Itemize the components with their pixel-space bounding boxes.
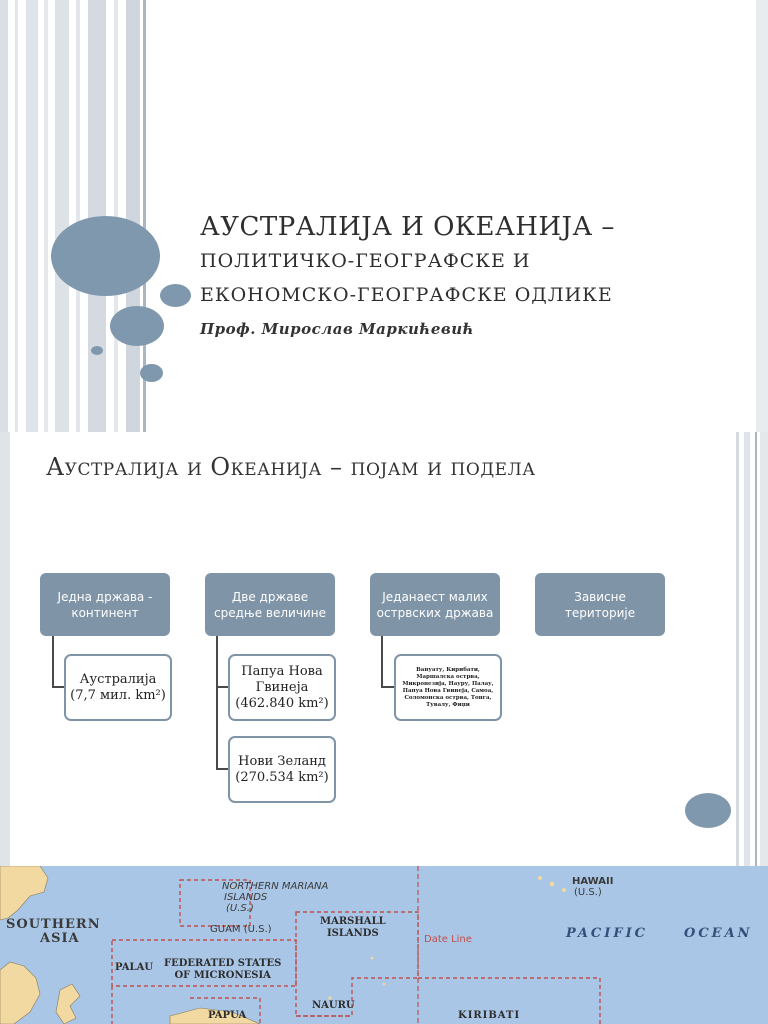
decor-circle-small [140, 364, 163, 382]
australia-box [64, 654, 172, 721]
label-fsm: FEDERATED STATES OF MICRONESIA [164, 958, 282, 981]
category-dependent-territories: Зависне територије [535, 573, 665, 636]
papua-new-guinea-box [228, 654, 336, 721]
label-kiribati: KIRIBATI [458, 1010, 521, 1021]
presentation-title [200, 210, 760, 312]
island [550, 882, 555, 887]
category-two-states: Две државе средње величине [205, 573, 335, 636]
label-ocean: OCEAN [684, 926, 753, 941]
nz-area: (270.534 km²) [235, 769, 329, 785]
decor-stripe [0, 432, 10, 866]
small-states-box: Вануату, Кирибати, Маршалска острва, Микронезија, Науру, Палау, Папуа Нова Гвинеја, Самоа, Соломонска острва, Тонга, Тувалу, Фиџи [394, 654, 502, 721]
connector-line [381, 686, 395, 688]
label-pacific: PACIFIC [566, 926, 649, 941]
decor-stripe [55, 0, 69, 432]
label-southern-asia: SOUTHERN ASIA [6, 917, 101, 946]
decor-stripe [26, 0, 38, 432]
decor-stripe [760, 432, 768, 866]
author-name: Проф. Мирослав Маркићевић [200, 320, 475, 338]
borneo-landmass [0, 962, 40, 1024]
island [538, 876, 542, 880]
label-papua: PAPUA [208, 1010, 247, 1021]
papua-area: (462.840 km²) [235, 695, 329, 711]
decor-circle-large [51, 216, 160, 296]
decor-circle-dot [91, 346, 103, 355]
label-marshall-islands: MARSHALL ISLANDS [320, 916, 386, 939]
australia-name: Аустралија [79, 671, 157, 687]
map-drawing [0, 866, 768, 1024]
title-line-1: АУСТРАЛИЈА И ОКЕАНИЈА – [200, 212, 615, 242]
title-line-2: ПОЛИТИЧКО-ГЕОГРАФСКЕ И [200, 250, 531, 272]
slide-title: Аустралија и Океанија – појам и подела [46, 453, 536, 481]
asia-landmass [0, 866, 48, 920]
decor-stripe [755, 432, 757, 866]
connector-line [381, 636, 383, 687]
island [562, 888, 566, 892]
title-line-3: ЕКОНОМСКО-ГЕОГРАФСКЕ ОДЛИКЕ [200, 284, 613, 306]
label-date-line: Date Line [424, 934, 472, 945]
category-single-state: Једна држава - континент [40, 573, 170, 636]
oceania-map [0, 866, 768, 1024]
sulawesi-landmass [56, 984, 80, 1024]
decor-stripe [0, 0, 8, 432]
nz-name: Нови Зеланд [238, 753, 326, 769]
decor-stripe [15, 0, 18, 432]
island [383, 983, 386, 986]
label-northern-mariana: NORTHERN MARIANA ISLANDS (U.S.) [222, 881, 329, 914]
decor-circle-small [160, 284, 191, 307]
label-nauru: NAURU [312, 1000, 355, 1011]
decor-stripe [76, 0, 80, 432]
label-guam: GUAM (U.S.) [210, 924, 272, 935]
category-eleven-states: Једанаест малих острвских држава [370, 573, 500, 636]
decor-stripe [126, 0, 140, 432]
decor-stripe [744, 432, 750, 866]
label-hawaii: HAWAII (U.S.) [572, 876, 614, 898]
australia-area: (7,7 мил. km²) [70, 687, 166, 703]
connector-line [52, 636, 54, 687]
connector-line [216, 636, 218, 769]
title-slide [0, 0, 768, 432]
decor-circle [685, 793, 731, 828]
island [371, 957, 374, 960]
division-slide [0, 432, 768, 866]
decor-stripe [736, 432, 739, 866]
papua-name: Папуа Нова Гвинеја [241, 663, 323, 695]
decor-stripe [44, 0, 48, 432]
label-palau: PALAU [115, 962, 154, 973]
decor-circle-medium [110, 306, 164, 346]
new-zealand-box [228, 736, 336, 803]
